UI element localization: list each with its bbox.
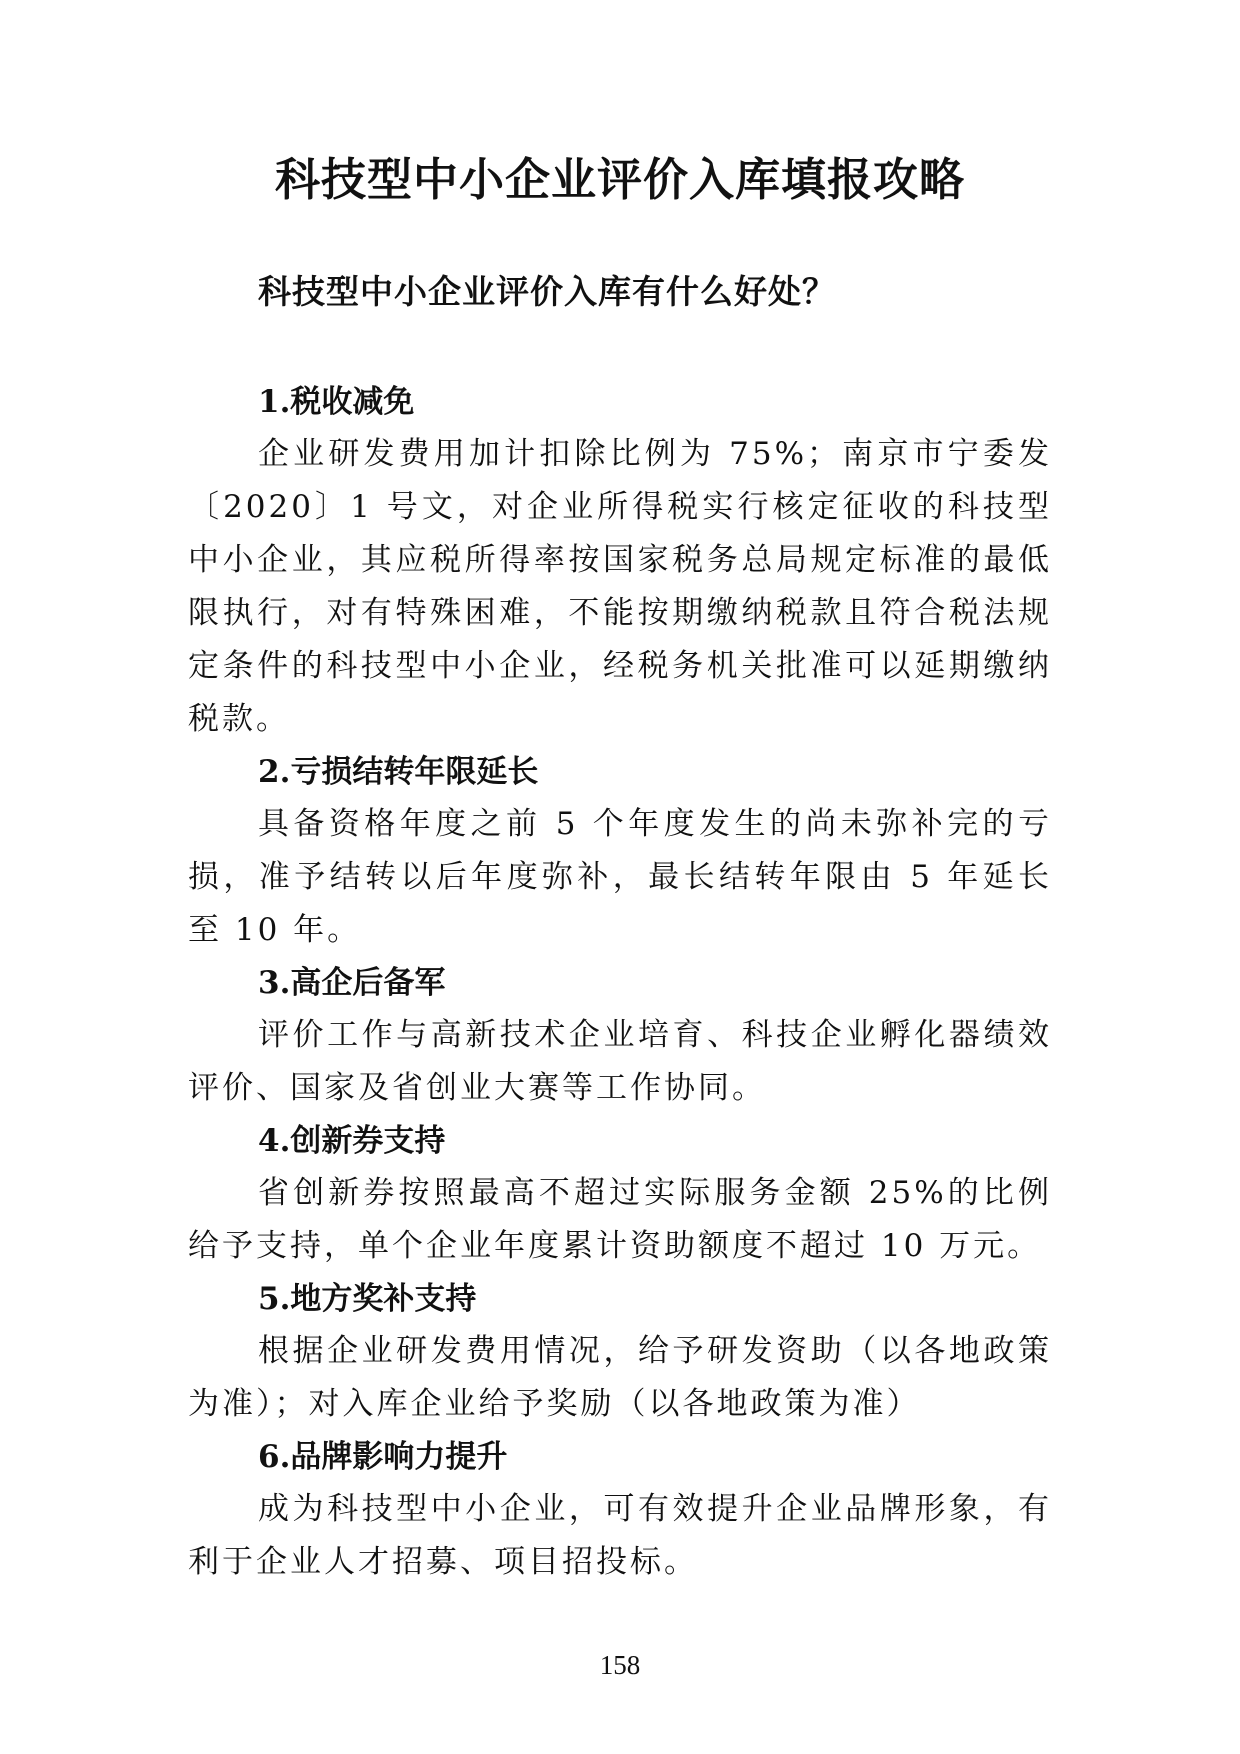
section-loss-carryforward: [188, 746, 1052, 957]
section-paragraph: 根据企业研发费用情况，给予研发资助（以各地政策为准）；对入库企业给予奖励（以各地政策为准）: [188, 1333, 1052, 1422]
section-paragraph: 企业研发费用加计扣除比例为 75%；南京市宁委发〔2020〕1 号文，对企业所得税实行核定征收的科技型中小企业，其应税所得率按国家税务总局规定标准的最低限执行，对有特殊困难，不能按期缴纳税款且符合税法规定条件的科技型中小企业，经税务机关批准可以延期缴纳税款。: [188, 436, 1052, 737]
document-body: [188, 376, 1052, 1589]
page-subtitle: 科技型中小企业评价入库有什么好处？: [258, 272, 836, 311]
section-heading: 5.地方奖补支持: [258, 1281, 477, 1317]
section-paragraph: 成为科技型中小企业，可有效提升企业品牌形象，有利于企业人才招募、项目招投标。: [188, 1491, 1052, 1580]
section-paragraph: 评价工作与高新技术企业培育、科技企业孵化器绩效评价、国家及省创业大赛等工作协同。: [188, 1017, 1052, 1106]
page-number: 158: [599, 1650, 641, 1680]
section-local-subsidy: [188, 1273, 1052, 1431]
section-heading: 2.亏损结转年限延长: [258, 754, 539, 790]
section-heading: 4.创新券支持: [258, 1123, 446, 1159]
section-heading: 1.税收减免: [258, 384, 415, 420]
section-heading: 6.品牌影响力提升: [258, 1439, 508, 1475]
section-tax-reduction: [188, 376, 1052, 746]
section-paragraph: 省创新券按照最高不超过实际服务金额 25%的比例给予支持，单个企业年度累计资助额度不超过 10 万元。: [188, 1175, 1052, 1264]
section-innovation-voucher: [188, 1115, 1052, 1273]
page-title: 科技型中小企业评价入库填报攻略: [274, 153, 965, 206]
section-heading: 3.高企后备军: [258, 965, 446, 1001]
document-page: [188, 0, 1052, 1754]
section-brand-influence: [188, 1431, 1052, 1589]
section-paragraph: 具备资格年度之前 5 个年度发生的尚未弥补完的亏损，准予结转以后年度弥补，最长结转年限由 5 年延长至 10 年。: [188, 806, 1052, 948]
section-high-tech-reserve: [188, 957, 1052, 1115]
